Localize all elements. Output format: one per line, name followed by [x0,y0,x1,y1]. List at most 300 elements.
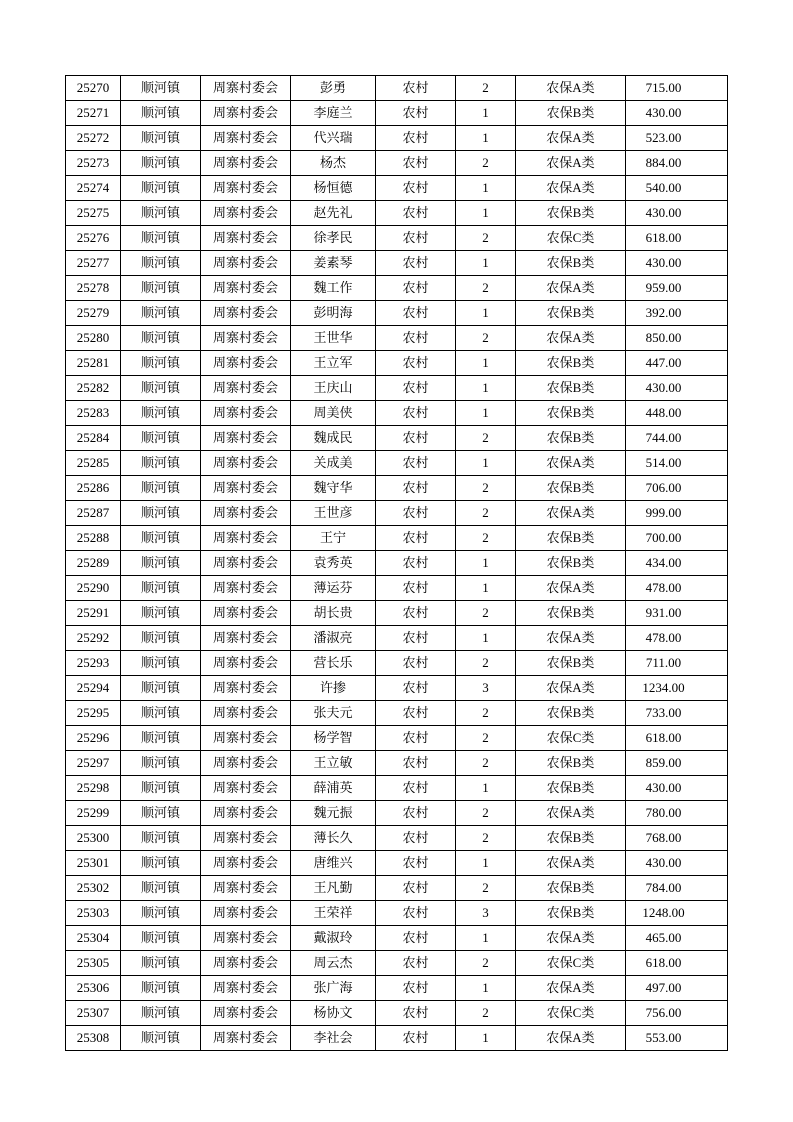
cell-residence-type: 农村 [376,651,456,676]
cell-town: 顺河镇 [121,901,201,926]
cell-person-name: 姜素琴 [291,251,376,276]
cell-town: 顺河镇 [121,401,201,426]
cell-insurance-category: 农保A类 [516,976,626,1001]
cell-insurance-category: 农保C类 [516,726,626,751]
cell-insurance-category: 农保A类 [516,926,626,951]
cell-amount: 434.00 [626,551,728,576]
cell-serial-number: 25290 [66,576,121,601]
cell-town: 顺河镇 [121,76,201,101]
cell-headcount: 2 [456,726,516,751]
cell-residence-type: 农村 [376,926,456,951]
cell-headcount: 1 [456,401,516,426]
cell-person-name: 杨杰 [291,151,376,176]
cell-residence-type: 农村 [376,601,456,626]
table-row [66,826,728,851]
cell-residence-type: 农村 [376,901,456,926]
cell-town: 顺河镇 [121,526,201,551]
cell-amount: 618.00 [626,226,728,251]
cell-village-committee: 周寨村委会 [201,951,291,976]
cell-amount: 931.00 [626,601,728,626]
cell-serial-number: 25284 [66,426,121,451]
cell-village-committee: 周寨村委会 [201,551,291,576]
table-row [66,976,728,1001]
cell-serial-number: 25282 [66,376,121,401]
cell-village-committee: 周寨村委会 [201,326,291,351]
cell-residence-type: 农村 [376,151,456,176]
cell-person-name: 彭明海 [291,301,376,326]
cell-residence-type: 农村 [376,301,456,326]
cell-village-committee: 周寨村委会 [201,1001,291,1026]
cell-amount: 523.00 [626,126,728,151]
cell-insurance-category: 农保B类 [516,101,626,126]
cell-serial-number: 25283 [66,401,121,426]
cell-headcount: 3 [456,676,516,701]
cell-headcount: 1 [456,251,516,276]
cell-town: 顺河镇 [121,301,201,326]
cell-insurance-category: 农保B类 [516,526,626,551]
cell-serial-number: 25275 [66,201,121,226]
cell-amount: 430.00 [626,376,728,401]
cell-amount: 1234.00 [626,676,728,701]
cell-insurance-category: 农保A类 [516,851,626,876]
cell-amount: 497.00 [626,976,728,1001]
cell-residence-type: 农村 [376,126,456,151]
cell-serial-number: 25308 [66,1026,121,1051]
cell-headcount: 1 [456,851,516,876]
cell-village-committee: 周寨村委会 [201,851,291,876]
table-row [66,651,728,676]
cell-person-name: 王立军 [291,351,376,376]
cell-insurance-category: 农保B类 [516,876,626,901]
cell-serial-number: 25293 [66,651,121,676]
cell-residence-type: 农村 [376,251,456,276]
cell-insurance-category: 农保A类 [516,1026,626,1051]
cell-village-committee: 周寨村委会 [201,376,291,401]
cell-residence-type: 农村 [376,476,456,501]
table-row [66,151,728,176]
cell-village-committee: 周寨村委会 [201,576,291,601]
cell-town: 顺河镇 [121,976,201,1001]
table-row [66,426,728,451]
cell-town: 顺河镇 [121,251,201,276]
cell-headcount: 2 [456,76,516,101]
cell-person-name: 魏守华 [291,476,376,501]
cell-person-name: 唐维兴 [291,851,376,876]
cell-amount: 392.00 [626,301,728,326]
table-row [66,751,728,776]
cell-insurance-category: 农保C类 [516,1001,626,1026]
cell-serial-number: 25295 [66,701,121,726]
cell-insurance-category: 农保A类 [516,626,626,651]
cell-headcount: 2 [456,651,516,676]
cell-residence-type: 农村 [376,551,456,576]
cell-insurance-category: 农保A类 [516,326,626,351]
cell-insurance-category: 农保A类 [516,276,626,301]
cell-town: 顺河镇 [121,226,201,251]
cell-insurance-category: 农保B类 [516,426,626,451]
cell-village-committee: 周寨村委会 [201,651,291,676]
cell-serial-number: 25273 [66,151,121,176]
cell-amount: 618.00 [626,951,728,976]
cell-amount: 430.00 [626,201,728,226]
cell-headcount: 1 [456,1026,516,1051]
cell-serial-number: 25302 [66,876,121,901]
cell-serial-number: 25274 [66,176,121,201]
cell-headcount: 1 [456,176,516,201]
cell-town: 顺河镇 [121,276,201,301]
cell-serial-number: 25277 [66,251,121,276]
cell-person-name: 李庭兰 [291,101,376,126]
cell-amount: 884.00 [626,151,728,176]
table-row [66,251,728,276]
cell-residence-type: 农村 [376,426,456,451]
cell-insurance-category: 农保A类 [516,676,626,701]
cell-insurance-category: 农保B类 [516,401,626,426]
cell-person-name: 王宁 [291,526,376,551]
table-row [66,801,728,826]
table-row [66,601,728,626]
cell-town: 顺河镇 [121,676,201,701]
cell-insurance-category: 农保B类 [516,551,626,576]
cell-headcount: 1 [456,201,516,226]
cell-insurance-category: 农保C类 [516,226,626,251]
cell-amount: 744.00 [626,426,728,451]
cell-insurance-category: 农保B类 [516,251,626,276]
cell-amount: 430.00 [626,101,728,126]
cell-person-name: 王世华 [291,326,376,351]
cell-residence-type: 农村 [376,751,456,776]
cell-insurance-category: 农保A类 [516,576,626,601]
cell-serial-number: 25306 [66,976,121,1001]
cell-village-committee: 周寨村委会 [201,626,291,651]
cell-person-name: 关成美 [291,451,376,476]
cell-headcount: 2 [456,226,516,251]
cell-person-name: 薄长久 [291,826,376,851]
cell-village-committee: 周寨村委会 [201,76,291,101]
table-row [66,526,728,551]
cell-person-name: 薛浦英 [291,776,376,801]
cell-person-name: 魏工作 [291,276,376,301]
cell-amount: 784.00 [626,876,728,901]
cell-village-committee: 周寨村委会 [201,751,291,776]
cell-town: 顺河镇 [121,726,201,751]
cell-headcount: 1 [456,576,516,601]
cell-village-committee: 周寨村委会 [201,226,291,251]
cell-insurance-category: 农保B类 [516,301,626,326]
cell-residence-type: 农村 [376,701,456,726]
cell-town: 顺河镇 [121,126,201,151]
cell-town: 顺河镇 [121,551,201,576]
cell-person-name: 代兴瑞 [291,126,376,151]
table-row [66,326,728,351]
cell-amount: 959.00 [626,276,728,301]
table-row [66,451,728,476]
cell-amount: 465.00 [626,926,728,951]
cell-amount: 859.00 [626,751,728,776]
cell-amount: 768.00 [626,826,728,851]
cell-town: 顺河镇 [121,201,201,226]
cell-person-name: 胡长贵 [291,601,376,626]
cell-headcount: 1 [456,551,516,576]
table-row [66,951,728,976]
table-row [66,401,728,426]
cell-person-name: 王立敏 [291,751,376,776]
cell-residence-type: 农村 [376,801,456,826]
cell-village-committee: 周寨村委会 [201,601,291,626]
cell-serial-number: 25289 [66,551,121,576]
cell-insurance-category: 农保A类 [516,801,626,826]
cell-headcount: 1 [456,976,516,1001]
cell-person-name: 杨协文 [291,1001,376,1026]
cell-town: 顺河镇 [121,576,201,601]
cell-amount: 447.00 [626,351,728,376]
cell-town: 顺河镇 [121,751,201,776]
table-row [66,201,728,226]
cell-insurance-category: 农保B类 [516,476,626,501]
cell-town: 顺河镇 [121,801,201,826]
cell-headcount: 1 [456,301,516,326]
cell-residence-type: 农村 [376,851,456,876]
table-row [66,76,728,101]
cell-town: 顺河镇 [121,626,201,651]
cell-village-committee: 周寨村委会 [201,701,291,726]
cell-amount: 715.00 [626,76,728,101]
cell-residence-type: 农村 [376,526,456,551]
table-row [66,876,728,901]
table-row [66,676,728,701]
table-row [66,301,728,326]
cell-town: 顺河镇 [121,776,201,801]
cell-residence-type: 农村 [376,351,456,376]
cell-town: 顺河镇 [121,426,201,451]
cell-village-committee: 周寨村委会 [201,801,291,826]
cell-amount: 780.00 [626,801,728,826]
cell-serial-number: 25272 [66,126,121,151]
cell-serial-number: 25303 [66,901,121,926]
cell-headcount: 1 [456,101,516,126]
cell-residence-type: 农村 [376,676,456,701]
table-row [66,351,728,376]
table-row [66,226,728,251]
cell-amount: 430.00 [626,251,728,276]
cell-residence-type: 农村 [376,101,456,126]
cell-person-name: 王凡勤 [291,876,376,901]
cell-residence-type: 农村 [376,626,456,651]
cell-insurance-category: 农保B类 [516,751,626,776]
cell-headcount: 2 [456,526,516,551]
cell-headcount: 3 [456,901,516,926]
cell-amount: 448.00 [626,401,728,426]
cell-town: 顺河镇 [121,876,201,901]
cell-serial-number: 25301 [66,851,121,876]
table-row [66,476,728,501]
cell-insurance-category: 农保A类 [516,451,626,476]
cell-headcount: 1 [456,626,516,651]
cell-headcount: 2 [456,876,516,901]
cell-person-name: 杨恒德 [291,176,376,201]
cell-residence-type: 农村 [376,1001,456,1026]
table-row [66,501,728,526]
cell-headcount: 2 [456,826,516,851]
cell-village-committee: 周寨村委会 [201,901,291,926]
cell-residence-type: 农村 [376,726,456,751]
cell-residence-type: 农村 [376,226,456,251]
cell-person-name: 营长乐 [291,651,376,676]
cell-headcount: 1 [456,376,516,401]
cell-headcount: 2 [456,701,516,726]
cell-person-name: 王世彦 [291,501,376,526]
cell-village-committee: 周寨村委会 [201,276,291,301]
cell-insurance-category: 农保B类 [516,651,626,676]
cell-headcount: 2 [456,951,516,976]
cell-headcount: 2 [456,326,516,351]
cell-headcount: 2 [456,751,516,776]
cell-headcount: 2 [456,276,516,301]
cell-headcount: 1 [456,451,516,476]
table-row [66,701,728,726]
cell-person-name: 彭勇 [291,76,376,101]
cell-residence-type: 农村 [376,451,456,476]
cell-town: 顺河镇 [121,926,201,951]
cell-insurance-category: 农保A类 [516,151,626,176]
cell-village-committee: 周寨村委会 [201,126,291,151]
cell-insurance-category: 农保A类 [516,176,626,201]
table-row [66,376,728,401]
cell-serial-number: 25294 [66,676,121,701]
table-row [66,126,728,151]
cell-amount: 430.00 [626,776,728,801]
cell-town: 顺河镇 [121,151,201,176]
cell-amount: 618.00 [626,726,728,751]
cell-headcount: 2 [456,601,516,626]
cell-town: 顺河镇 [121,826,201,851]
cell-village-committee: 周寨村委会 [201,301,291,326]
cell-serial-number: 25285 [66,451,121,476]
cell-headcount: 2 [456,801,516,826]
cell-village-committee: 周寨村委会 [201,726,291,751]
cell-town: 顺河镇 [121,376,201,401]
cell-headcount: 1 [456,126,516,151]
cell-headcount: 2 [456,426,516,451]
cell-insurance-category: 农保B类 [516,826,626,851]
cell-town: 顺河镇 [121,501,201,526]
cell-residence-type: 农村 [376,276,456,301]
cell-amount: 711.00 [626,651,728,676]
cell-serial-number: 25298 [66,776,121,801]
cell-residence-type: 农村 [376,826,456,851]
cell-serial-number: 25296 [66,726,121,751]
cell-village-committee: 周寨村委会 [201,676,291,701]
benefits-table [65,75,728,1051]
cell-insurance-category: 农保A类 [516,501,626,526]
cell-person-name: 张广海 [291,976,376,1001]
table-row [66,726,728,751]
cell-village-committee: 周寨村委会 [201,101,291,126]
cell-serial-number: 25299 [66,801,121,826]
cell-town: 顺河镇 [121,326,201,351]
cell-town: 顺河镇 [121,601,201,626]
cell-village-committee: 周寨村委会 [201,426,291,451]
cell-insurance-category: 农保B类 [516,351,626,376]
table-row [66,901,728,926]
table-row [66,926,728,951]
cell-village-committee: 周寨村委会 [201,1026,291,1051]
cell-village-committee: 周寨村委会 [201,176,291,201]
table-row [66,626,728,651]
cell-serial-number: 25304 [66,926,121,951]
cell-town: 顺河镇 [121,1026,201,1051]
cell-person-name: 张夫元 [291,701,376,726]
cell-person-name: 薄运芬 [291,576,376,601]
cell-insurance-category: 农保B类 [516,776,626,801]
cell-residence-type: 农村 [376,876,456,901]
cell-residence-type: 农村 [376,76,456,101]
cell-residence-type: 农村 [376,951,456,976]
cell-person-name: 徐孝民 [291,226,376,251]
cell-serial-number: 25287 [66,501,121,526]
cell-person-name: 赵先礼 [291,201,376,226]
cell-amount: 430.00 [626,851,728,876]
cell-serial-number: 25292 [66,626,121,651]
cell-person-name: 许掺 [291,676,376,701]
cell-person-name: 周美侠 [291,401,376,426]
cell-town: 顺河镇 [121,651,201,676]
cell-serial-number: 25281 [66,351,121,376]
cell-insurance-category: 农保B类 [516,376,626,401]
cell-village-committee: 周寨村委会 [201,476,291,501]
cell-headcount: 1 [456,926,516,951]
cell-serial-number: 25305 [66,951,121,976]
cell-town: 顺河镇 [121,701,201,726]
cell-village-committee: 周寨村委会 [201,451,291,476]
cell-headcount: 2 [456,1001,516,1026]
cell-insurance-category: 农保C类 [516,951,626,976]
cell-person-name: 魏成民 [291,426,376,451]
cell-village-committee: 周寨村委会 [201,526,291,551]
cell-person-name: 杨学智 [291,726,376,751]
table-row [66,776,728,801]
cell-person-name: 王庆山 [291,376,376,401]
cell-town: 顺河镇 [121,176,201,201]
cell-amount: 553.00 [626,1026,728,1051]
cell-residence-type: 农村 [376,176,456,201]
cell-village-committee: 周寨村委会 [201,976,291,1001]
cell-residence-type: 农村 [376,776,456,801]
cell-person-name: 魏元振 [291,801,376,826]
cell-village-committee: 周寨村委会 [201,926,291,951]
cell-person-name: 周云杰 [291,951,376,976]
cell-serial-number: 25278 [66,276,121,301]
cell-amount: 850.00 [626,326,728,351]
cell-person-name: 戴淑玲 [291,926,376,951]
cell-residence-type: 农村 [376,576,456,601]
cell-person-name: 袁秀英 [291,551,376,576]
table-row [66,101,728,126]
cell-amount: 540.00 [626,176,728,201]
cell-residence-type: 农村 [376,326,456,351]
cell-town: 顺河镇 [121,851,201,876]
cell-headcount: 2 [456,501,516,526]
cell-amount: 478.00 [626,576,728,601]
cell-village-committee: 周寨村委会 [201,251,291,276]
cell-headcount: 2 [456,151,516,176]
cell-headcount: 2 [456,476,516,501]
cell-serial-number: 25270 [66,76,121,101]
cell-village-committee: 周寨村委会 [201,401,291,426]
cell-insurance-category: 农保B类 [516,901,626,926]
cell-amount: 706.00 [626,476,728,501]
cell-village-committee: 周寨村委会 [201,826,291,851]
